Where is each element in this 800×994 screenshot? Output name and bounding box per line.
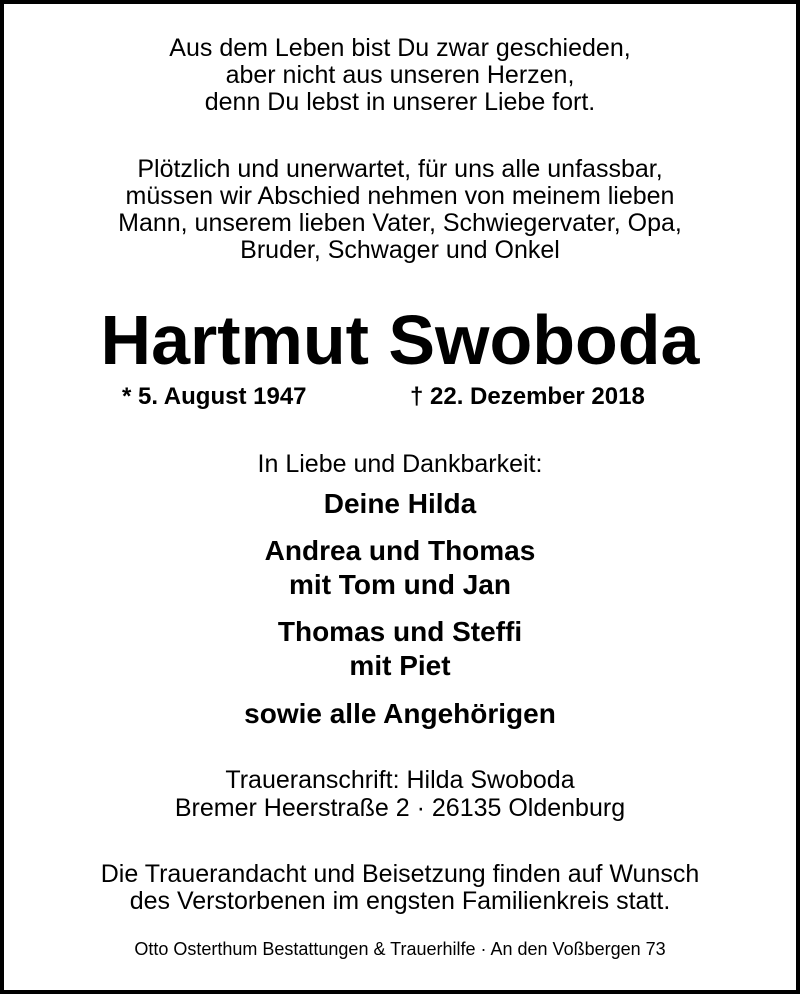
deceased-name: Hartmut Swoboda	[100, 301, 700, 379]
intro-line: müssen wir Abschied nehmen von meinem lieben	[125, 182, 675, 210]
mourner: Deine Hilda	[323, 488, 477, 519]
mourner: sowie alle Angehörigen	[244, 698, 556, 729]
notice-line: des Verstorbenen im engsten Familienkreis statt.	[129, 887, 671, 915]
verse-line: denn Du lebst in unserer Liebe fort.	[204, 88, 596, 116]
notice-line: Die Trauerandacht und Beisetzung finden auf Wunsch	[100, 860, 700, 888]
birth-date: * 5. August 1947	[122, 383, 307, 410]
mourner: mit Tom und Jan	[289, 569, 511, 600]
mourner: mit Piet	[349, 650, 451, 681]
address-line: Bremer Heerstraße 2 · 26135 Oldenburg	[174, 794, 626, 822]
verse-line: Aus dem Leben bist Du zwar geschieden,	[169, 34, 631, 62]
intro-line: Bruder, Schwager und Onkel	[240, 236, 560, 264]
mourner: Thomas und Steffi	[277, 616, 523, 647]
intro-line: Mann, unserem lieben Vater, Schwiegervater, Opa,	[118, 209, 682, 237]
mourner: Andrea und Thomas	[264, 535, 536, 566]
address-line: Traueranschrift: Hilda Swoboda	[225, 766, 575, 794]
verse-line: aber nicht aus unseren Herzen,	[225, 61, 575, 89]
intro-line: Plötzlich und unerwartet, für uns alle unfassbar,	[137, 155, 663, 183]
funeral-home-footer: Otto Osterthum Bestattungen & Trauerhilfe · An den Voßbergen 73	[134, 939, 666, 959]
death-date: † 22. Dezember 2018	[410, 383, 645, 410]
mourners-intro: In Liebe und Dankbarkeit:	[257, 450, 543, 478]
